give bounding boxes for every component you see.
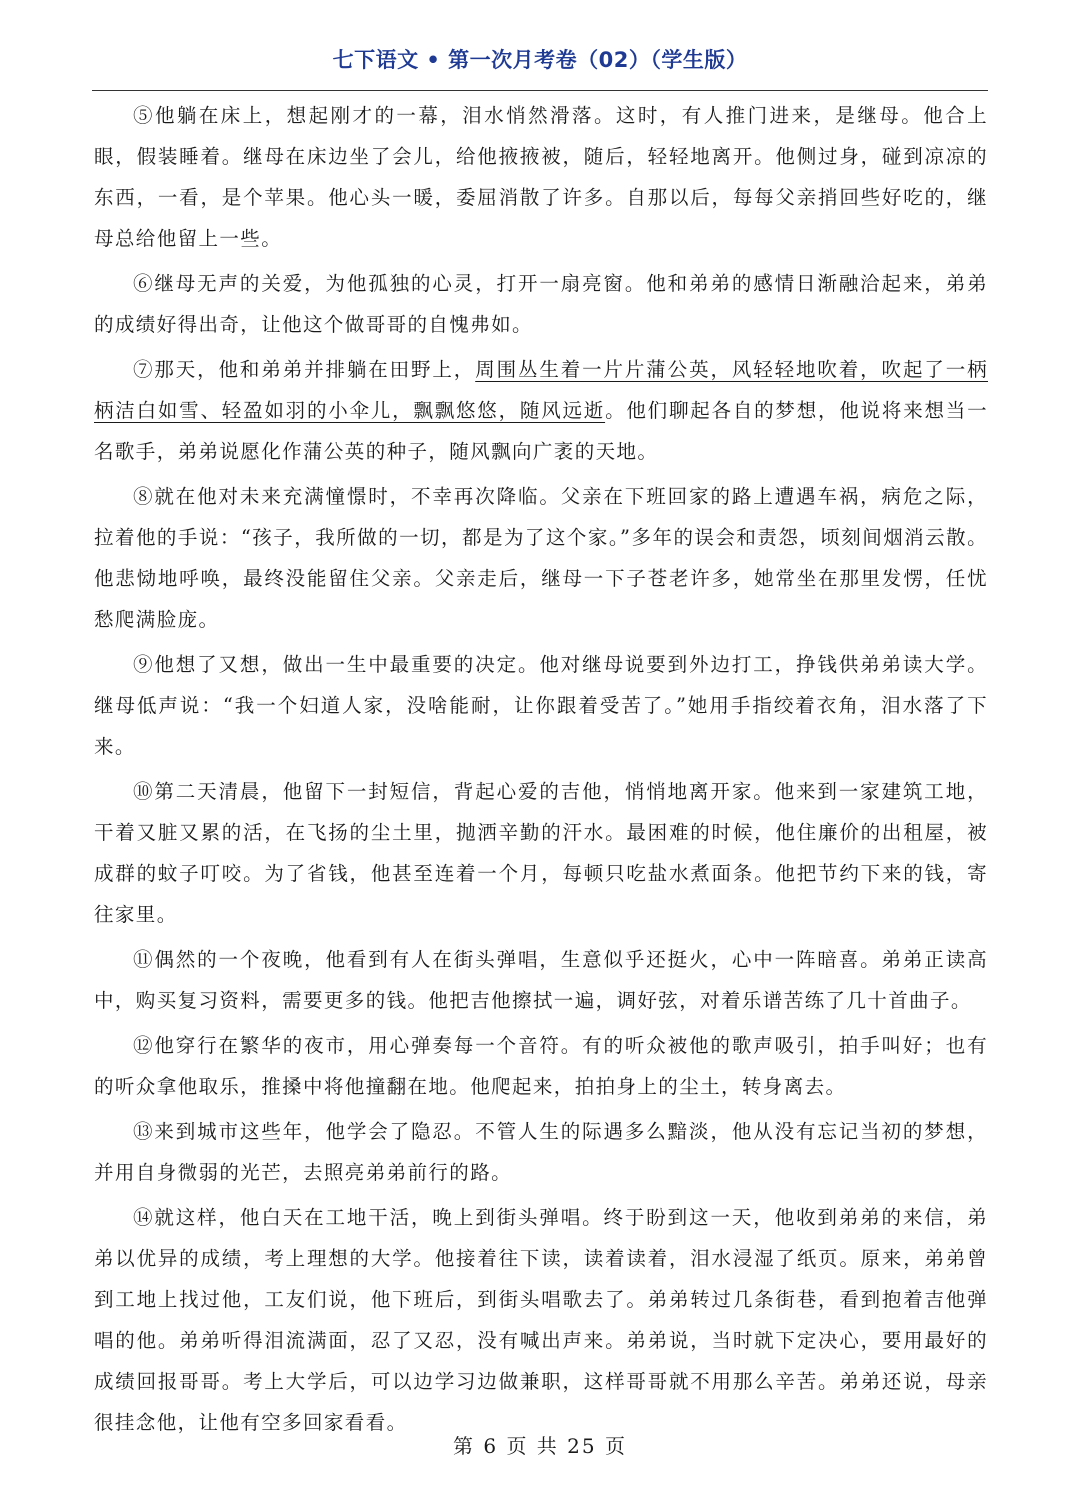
paragraph-9: ⑨他想了又想，做出一生中最重要的决定。他对继母说要到外边打工，挣钱供弟弟读大学。继母低声说：“我一个妇道人家，没啥能耐，让你跟着受苦了。”她用手指绞着衣角，泪水落了下来。 (94, 653, 988, 758)
page-header (92, 38, 988, 91)
paragraph-13: ⑬来到城市这些年，他学会了隐忍。不管人生的际遇多么黯淡，他从没有忘记当初的梦想，并用自身微弱的光芒，去照亮弟弟前行的路。 (94, 1120, 988, 1184)
paragraph-8: ⑧就在他对未来充满憧憬时，不幸再次降临。父亲在下班回家的路上遭遇车祸，病危之际，拉着他的手说：“孩子，我所做的一切，都是为了这个家。”多年的误会和责怨，顷刻间烟消云散。他悲恸地呼唤，最终没能留住父亲。父亲走后，继母一下子苍老许多，她常坐在那里发愣，任忧愁爬满脸庞。 (94, 485, 988, 631)
underlined-sentence: 周围丛生着一片片蒲公英，风轻轻地吹着，吹起了一柄柄洁白如雪、轻盈如羽的小伞儿，飘飘悠悠，随风远逝 (94, 358, 988, 422)
page-footer (0, 1430, 1080, 1459)
paragraph-12: ⑫他穿行在繁华的夜市，用心弹奏每一个音符。有的听众被他的歌声吸引，拍手叫好；也有的听众拿他取乐，推搡中将他撞翻在地。他爬起来，拍拍身上的尘土，转身离去。 (94, 1034, 988, 1098)
paragraph-7-tail: 。他们聊起各自的梦想，他说将来想当一名歌手，弟弟说愿化作蒲公英的种子，随风飘向广袤的天地。 (94, 399, 988, 463)
paragraph-11: ⑪偶然的一个夜晚，他看到有人在街头弹唱，生意似乎还挺火，心中一阵暗喜。弟弟正读高中，购买复习资料，需要更多的钱。他把吉他擦拭一遍，调好弦，对着乐谱苦练了几十首曲子。 (94, 948, 988, 1012)
document-title: 七下语文 • 第一次月考卷（02）（学生版） (332, 48, 748, 72)
paragraph-7-lead: ⑦那天，他和弟弟并排躺在田野上， (133, 358, 476, 381)
paragraph-14: ⑭就这样，他白天在工地干活，晚上到街头弹唱。终于盼到这一天，他收到弟弟的来信，弟弟以优异的成绩，考上理想的大学。他接着往下读，读着读着，泪水浸湿了纸页。原来，弟弟曾到工地上找过他，工友们说，他下班后，到街头唱歌去了。弟弟转过几条街巷，看到抱着吉他弹唱的他。弟弟听得泪流满面，忍了又忍，没有喊出声来。弟弟说，当时就下定决心，要用最好的成绩回报哥哥。考上大学后，可以边学习边做兼职，这样哥哥就不用那么辛苦。弟弟还说，母亲很挂念他，让他有空多回家看看。 (94, 1206, 988, 1434)
article-body (94, 95, 988, 1447)
page-number: 第 6 页 共 25 页 (453, 1434, 627, 1458)
paragraph-6: ⑥继母无声的关爱，为他孤独的心灵，打开一扇亮窗。他和弟弟的感情日渐融洽起来，弟弟的成绩好得出奇，让他这个做哥哥的自愧弗如。 (94, 272, 988, 336)
paragraph-5: ⑤他躺在床上，想起刚才的一幕，泪水悄然滑落。这时，有人推门进来，是继母。他合上眼，假装睡着。继母在床边坐了会儿，给他掖掖被，随后，轻轻地离开。他侧过身，碰到凉凉的东西，一看，是个苹果。他心头一暖，委屈消散了许多。自那以后，每每父亲捎回些好吃的，继母总给他留上一些。 (94, 104, 988, 250)
paragraph-10: ⑩第二天清晨，他留下一封短信，背起心爱的吉他，悄悄地离开家。他来到一家建筑工地，干着又脏又累的活，在飞扬的尘土里，抛洒辛勤的汗水。最困难的时候，他住廉价的出租屋，被成群的蚊子叮咬。为了省钱，他甚至连着一个月，每顿只吃盐水煮面条。他把节约下来的钱，寄往家里。 (94, 780, 988, 926)
paragraph-7 (94, 349, 988, 472)
